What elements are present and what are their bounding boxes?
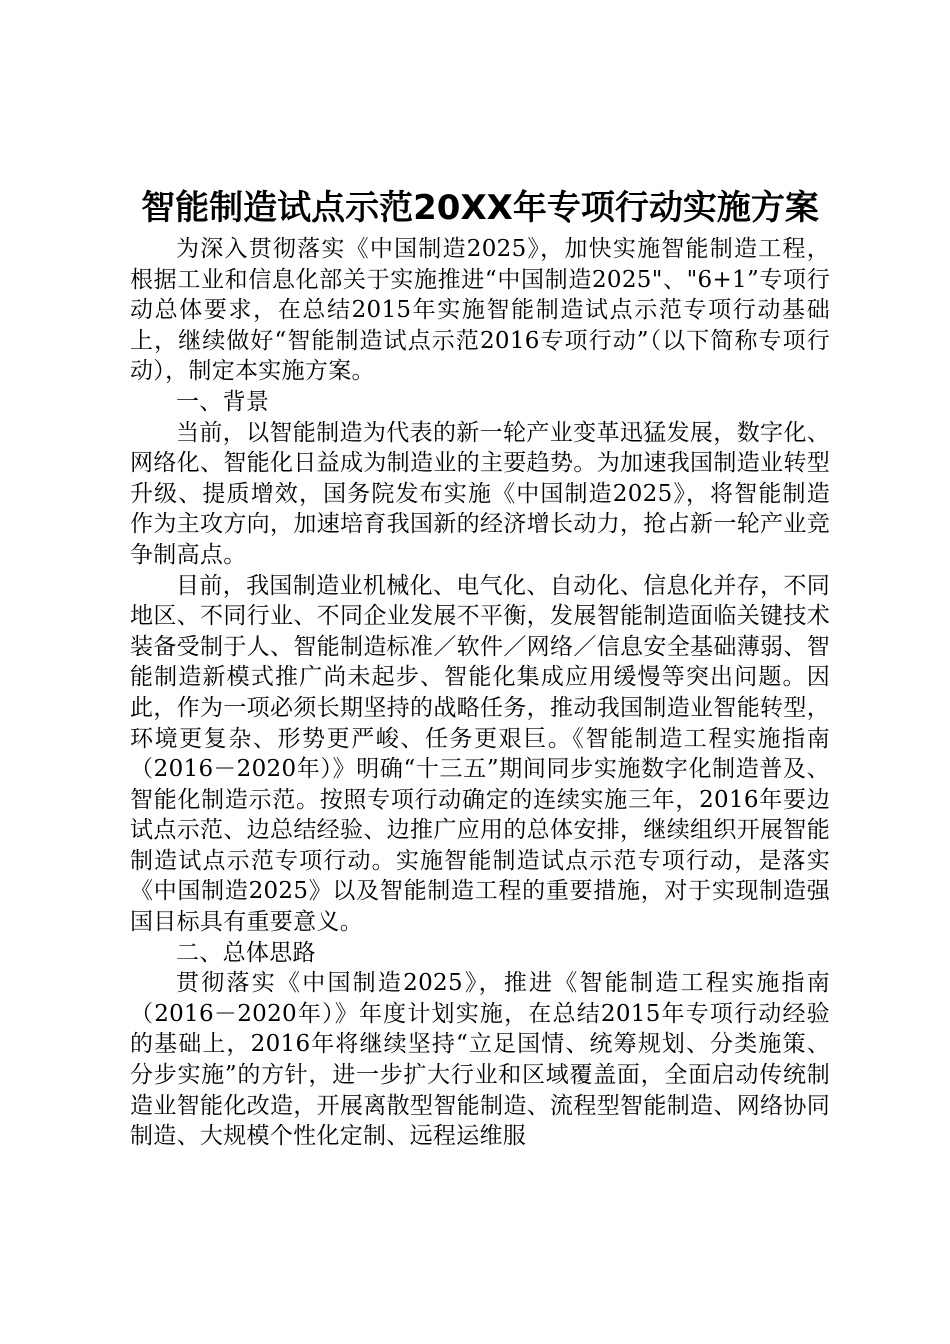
background-paragraph-2: 目前，我国制造业机械化、电气化、自动化、信息化并存，不同地区、不同行业、不同企业发展不平衡，发展智能制造面临关键技术装备受制于人、智能制造标准／软件／网络／信息安全基础薄弱、智能制造新模式推广尚未起步、智能化集成应用缓慢等突出问题。因此，作为一项必须长期坚持的战略任务，推动我国制造业智能转型，环境更复杂、形势更严峻、任务更艰巨。《智能制造工程实施指南（2016－2020年）》明确“十三五”期间同步实施数字化制造普及、智能化制造示范。按照专项行动确定的连续实施三年，2016年要边试点示范、边总结经验、边推广应用的总体安排，继续组织开展智能制造试点示范专项行动。实施智能制造试点示范专项行动，是落实《中国制造2025》以及智能制造工程的重要措施，对于实现制造强国目标具有重要意义。 <box>130 572 830 936</box>
section-heading-overall-approach: 二、总体思路 <box>176 939 316 966</box>
intro-paragraph: 为深入贯彻落实《中国制造2025》，加快实施智能制造工程，根据工业和信息化部关于实施推进“中国制造2025"、"6+1”专项行动总体要求，在总结2015年实施智能制造试点示范专项行动基础上，继续做好“智能制造试点示范2016专项行动”（以下简称专项行动），制定本实施方案。 <box>130 236 830 385</box>
section-heading-background: 一、背景 <box>176 388 270 415</box>
overall-approach-paragraph: 贯彻落实《中国制造2025》，推进《智能制造工程实施指南（2016－2020年）》年度计划实施，在总结2015年专项行动经验的基础上，2016年将继续坚持“立足国情、统筹规划、分类施策、分步实施”的方针，进一步扩大行业和区域覆盖面，全面启动传统制造业智能化改造，开展离散型智能制造、流程型智能制造、网络协同制造、大规模个性化定制、远程运维服 <box>130 970 830 1150</box>
background-paragraph-1: 当前，以智能制造为代表的新一轮产业变革迅猛发展，数字化、网络化、智能化日益成为制造业的主要趋势。为加速我国制造业转型升级、提质增效，国务院发布实施《中国制造2025》，将智能制造作为主攻方向，加速培育我国新的经济增长动力，抢占新一轮产业竞争制高点。 <box>130 419 830 568</box>
document-title: 智能制造试点示范20XX年专项行动实施方案 <box>141 188 819 228</box>
document-body <box>130 186 830 1152</box>
